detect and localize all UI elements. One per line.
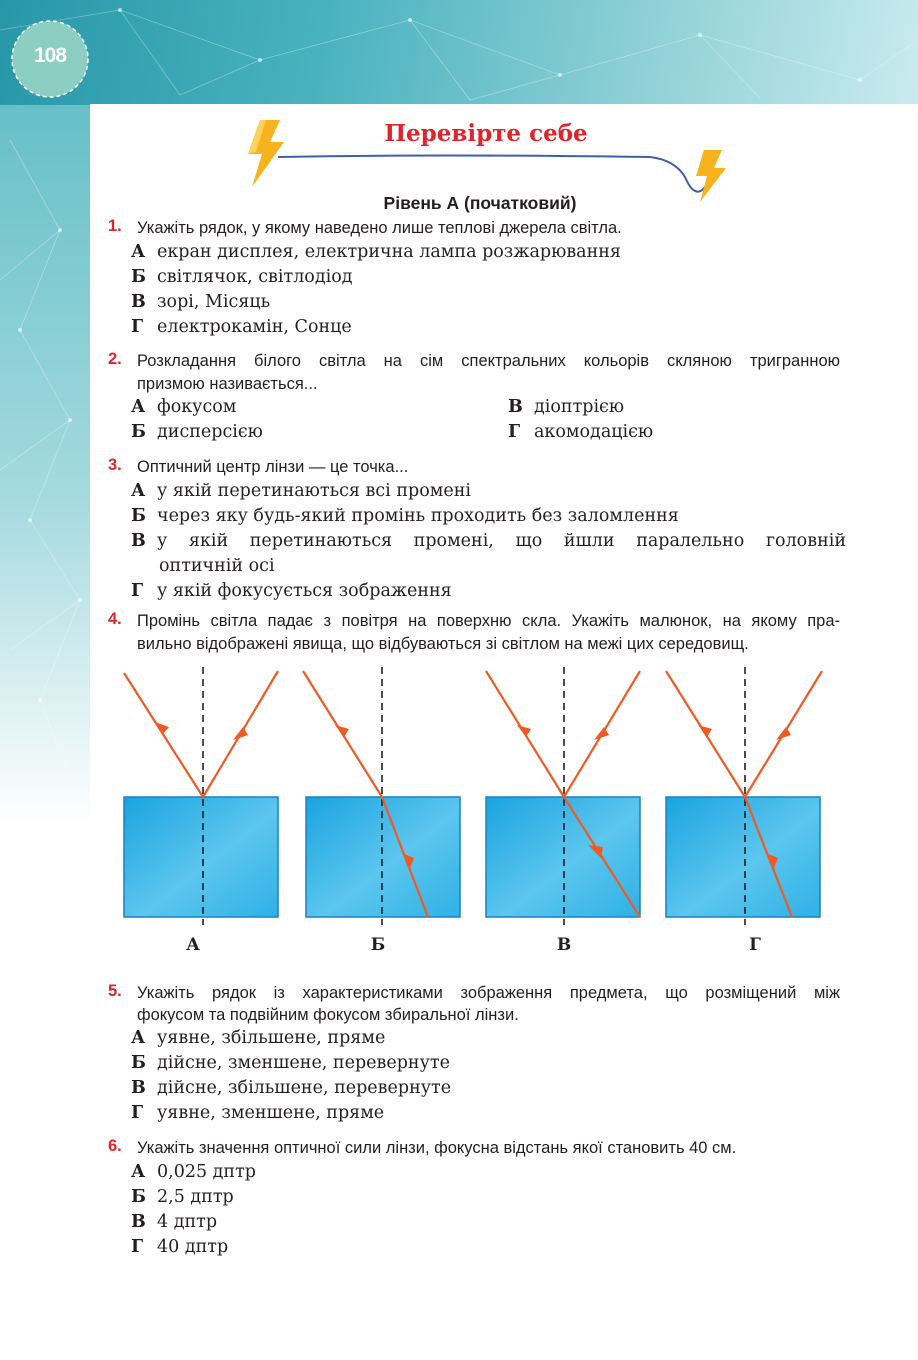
question-text-line2: фокусом та подвійним фокусом збиральної лінзи.: [137, 1006, 519, 1024]
option-text: зорі, Місяць: [157, 292, 271, 312]
option-letter: Б: [131, 506, 146, 526]
light-ray: [666, 671, 822, 797]
answer-option: [508, 420, 653, 444]
question-number: 2.: [108, 350, 122, 368]
option-letter: А: [131, 397, 146, 417]
option-letter: А: [131, 1162, 146, 1182]
level-heading: Рівень А (початковий): [383, 193, 577, 213]
option-text: акомодацією: [534, 422, 654, 442]
ray-arrow: [517, 725, 531, 737]
option-text: у якій перетинаються всі промені: [157, 481, 471, 501]
option-letter: Г: [131, 581, 144, 601]
light-ray: [124, 671, 278, 797]
option-text: у якій фокусується зображення: [157, 581, 452, 601]
answer-option: [131, 504, 679, 528]
answer-option: [131, 420, 263, 444]
option-letter: Г: [131, 1103, 144, 1123]
question-text-line1: Розкладання білого світла на сім спектральних кольорів скляною тригранною: [137, 352, 840, 370]
option-text: електрокамін, Сонце: [157, 317, 352, 337]
section-title: Перевірте себе: [384, 120, 588, 147]
option-text: світлячок, світлодіод: [157, 267, 353, 287]
question-text-line1: Промінь світла падає з повітря на поверхню скла. Укажіть малюнок, на якому пра-: [137, 612, 840, 630]
question-text: Укажіть значення оптичної сили лінзи, фокусна відстань якої становить 40 см.: [137, 1139, 737, 1157]
figure-label-c: В: [556, 935, 572, 955]
question-number: 5.: [108, 982, 122, 1000]
option-text-line2: оптичній осі: [159, 556, 275, 576]
answer-option: [131, 290, 270, 314]
option-letter: Б: [131, 1187, 146, 1207]
figure-label-d: Г: [749, 935, 761, 955]
option-letter: В: [131, 292, 146, 312]
option-letter: Г: [131, 317, 144, 337]
answer-option: [131, 1101, 384, 1125]
diagram-panel-c: [486, 667, 640, 925]
answer-option: [131, 1185, 234, 1209]
option-letter: В: [131, 1212, 146, 1232]
option-text: діоптрією: [534, 397, 625, 417]
diagram-panel-d: [666, 667, 822, 925]
answer-option: [508, 395, 624, 419]
option-text: 0,025 дптр: [157, 1162, 256, 1182]
option-text: 40 дптр: [157, 1237, 229, 1257]
ray-arrow: [776, 727, 791, 740]
answer-option: [131, 265, 353, 289]
option-text: уявне, зменшене, пряме: [157, 1103, 385, 1123]
option-text: 4 дптр: [157, 1212, 218, 1232]
glass-block: [486, 797, 640, 917]
question-text-line2: призмою називається...: [137, 375, 318, 393]
option-letter: А: [131, 1028, 146, 1048]
option-text: екран дисплея, електрична лампа розжарювання: [157, 242, 621, 262]
answer-option: [131, 1160, 256, 1184]
question-number: 1.: [108, 217, 122, 235]
option-text: дійсне, збільшене, перевернуте: [157, 1078, 452, 1098]
question-text-line1: Укажіть рядок із характеристиками зображення предмета, що розміщений між: [137, 984, 840, 1002]
answer-option: [131, 1076, 451, 1100]
question-number: 4.: [108, 610, 122, 628]
answer-option: [131, 1210, 217, 1234]
option-letter: Г: [508, 422, 521, 442]
option-text: дійсне, зменшене, перевернуте: [157, 1053, 450, 1073]
answer-option: [131, 315, 352, 339]
refraction-diagram: [100, 655, 840, 930]
glass-block: [306, 797, 460, 917]
figure-label-b: Б: [370, 935, 386, 955]
figure-label-a: А: [186, 935, 200, 955]
question-text: Оптичний центр лінзи — це точка...: [137, 458, 409, 476]
question-number: 3.: [108, 456, 122, 474]
option-letter: В: [131, 531, 146, 551]
option-text: 2,5 дптр: [157, 1187, 234, 1207]
option-letter: Г: [131, 1237, 144, 1257]
option-text: фокусом: [157, 397, 237, 417]
glass-block: [124, 797, 278, 917]
light-ray: [486, 671, 640, 797]
option-letter: Б: [131, 1053, 146, 1073]
option-letter: А: [131, 242, 146, 262]
answer-option: [131, 240, 621, 264]
option-text-line1: у якій перетинаються промені, що йшли паралельно головній: [157, 531, 846, 551]
question-text-line2: вильно відображені явища, що відбуваються зі світлом на межі цих середовищ.: [137, 635, 749, 653]
page-number: 108: [33, 44, 67, 67]
ray-arrow: [594, 727, 609, 740]
glass-block: [666, 797, 820, 917]
ray-arrow: [155, 722, 169, 734]
question-text: Укажіть рядок, у якому наведено лише теплові джерела світла.: [137, 219, 622, 237]
option-text: уявне, збільшене, пряме: [157, 1028, 386, 1048]
answer-option: [131, 479, 471, 503]
diagram-panel-a: [124, 667, 278, 925]
answer-option: [131, 1235, 228, 1259]
option-letter: В: [131, 1078, 146, 1098]
option-letter: А: [131, 481, 146, 501]
answer-option: [131, 1026, 385, 1050]
option-text: через яку будь-який промінь проходить без заломлення: [157, 506, 679, 526]
answer-option: [131, 1051, 450, 1075]
answer-option: [131, 529, 846, 579]
ray-arrow: [233, 727, 248, 740]
option-text: дисперсією: [157, 422, 263, 442]
question-number: 6.: [108, 1137, 122, 1155]
option-letter: Б: [131, 422, 146, 442]
answer-option: [131, 579, 452, 603]
option-letter: В: [508, 397, 523, 417]
diagram-panel-b: [303, 667, 460, 925]
answer-option: [131, 395, 236, 419]
option-letter: Б: [131, 267, 146, 287]
